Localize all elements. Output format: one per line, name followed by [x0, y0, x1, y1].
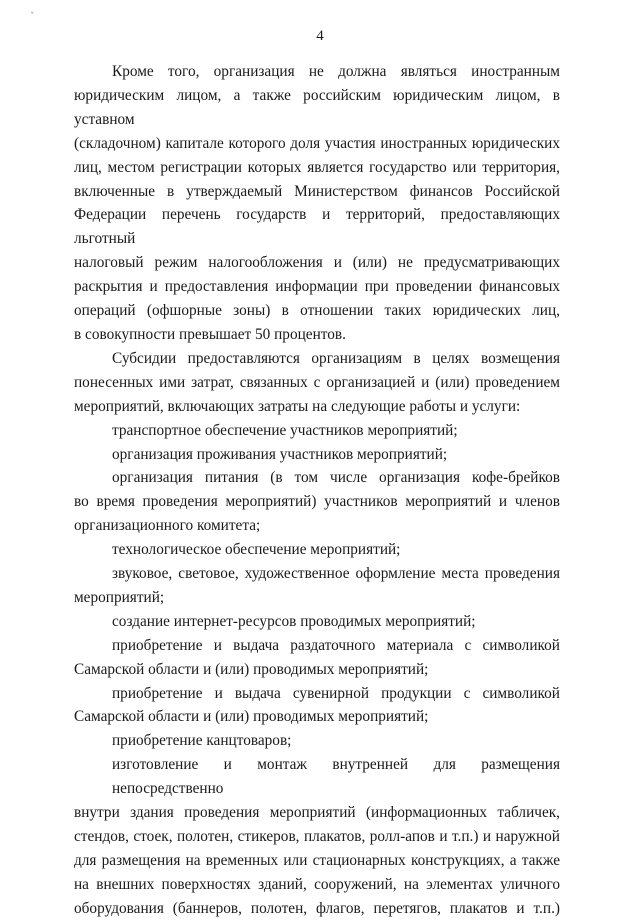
paragraph [74, 347, 560, 419]
text-line: приобретение канцтоваров; [112, 732, 292, 750]
paragraph [74, 60, 560, 347]
text-line: изготовление и монтаж внутренней для размещения непосредственно [112, 756, 560, 798]
paragraph [74, 753, 560, 920]
paragraph [74, 538, 560, 562]
text-line: на внешних поверхностях зданий, сооружений, на элементах уличного [74, 875, 560, 893]
text-line: создание интернет-ресурсов проводимых мероприятий; [112, 612, 476, 630]
text-line: лиц, местом регистрации которых является государство или территория, [74, 158, 560, 176]
paragraph [74, 610, 560, 634]
paragraph [74, 419, 560, 443]
text-line: налоговый режим налогообложения и (или) не предусматривающих [74, 254, 560, 272]
paragraph [74, 729, 560, 753]
text-line: Самарской области и (или) проводимых мероприятий; [74, 660, 429, 678]
text-line: операций (офшорные зоны) в отношении таких юридических лиц, [74, 302, 560, 320]
text-line: технологическое обеспечение мероприятий; [112, 541, 401, 559]
paragraph [74, 443, 560, 467]
paragraph [74, 562, 560, 610]
text-line: Федерации перечень государств и территорий, предоставляющих льготный [74, 206, 560, 248]
text-line: Субсидии предоставляются организациям в целях возмещения [112, 349, 560, 367]
text-line: понесенных ими затрат, связанных с организацией и (или) проведением [74, 373, 560, 391]
text-line: юридическим лицом, а также российским юридическим лицом, в уставном [74, 86, 560, 128]
scan-mark: ˇ [30, 12, 35, 22]
text-line: внутри здания проведения мероприятий (информационных табличек, [74, 804, 560, 822]
text-line: Кроме того, организация не должна являться иностранным [112, 63, 560, 80]
text-line: Самарской области и (или) проводимых мероприятий; [74, 708, 429, 726]
text-line: стендов, стоек, полотен, стикеров, плакатов, ролл-апов и т.п.) и наружной [74, 828, 560, 845]
text-line: оборудования (баннеров, полотен, флагов, перетягов, плакатов и т.п.) [74, 899, 560, 917]
text-line: для размещения на временных или стационарных конструкциях, а также [74, 851, 560, 869]
text-line: во время проведения мероприятий) участников мероприятий и членов [74, 493, 560, 511]
text-line: приобретение и выдача сувенирной продукции с символикой [112, 684, 560, 702]
paragraph [74, 466, 560, 538]
text-line: приобретение и выдача раздаточного материала с символикой [112, 636, 560, 654]
paragraph [74, 634, 560, 682]
text-line: транспортное обеспечение участников мероприятий; [112, 421, 458, 439]
text-line: раскрытия и предоставления информации при проведении финансовых [74, 278, 560, 296]
text-line: организационного комитета; [74, 517, 261, 535]
text-line: (складочном) капитале которого доля участия иностранных юридических [74, 134, 560, 152]
page-number: 4 [316, 28, 324, 44]
text-line: организация проживания участников мероприятий; [112, 445, 448, 463]
document-body [74, 60, 560, 921]
paragraph [74, 682, 560, 730]
text-line: в совокупности превышает 50 процентов. [74, 325, 346, 343]
text-line: звуковое, световое, художественное оформление места проведения [112, 565, 560, 583]
text-line: мероприятий, включающих затраты на следующие работы и услуги: [74, 397, 521, 415]
text-line: организация питания (в том числе организация кофе-брейков [112, 469, 560, 487]
text-line: включенные в утверждаемый Министерством финансов Российской [74, 182, 560, 200]
text-line: мероприятий; [74, 588, 165, 606]
